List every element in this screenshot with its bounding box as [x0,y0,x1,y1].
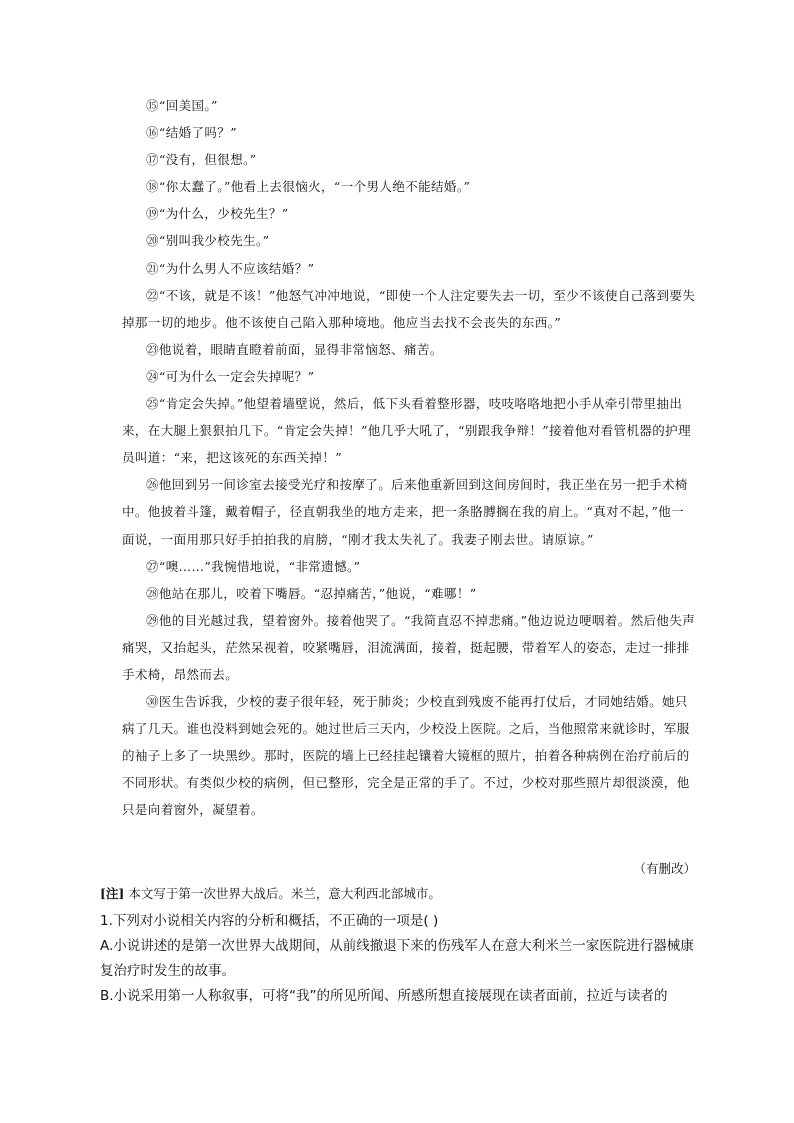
paragraph-23: ㉓他说着，眼睛直瞪着前面，显得非常恼怒、痛苦。 [146,341,443,357]
question-1 [100,909,700,1009]
paragraph-19: ⑲“为什么，少校先生？” [146,206,289,222]
paragraph-29: ㉙他的目光越过我，望着窗外。接着他哭了。“我简直忍不掉悲痛。”他边说边哽咽着。然后他失声痛哭，又抬起头，茫然呆视着，咬紧嘴唇，泪流满面，接着，挺起腰，带着军人的姿态，走过一排排手术椅，昂然而去。 [122,612,696,682]
story-text [122,92,696,824]
footnote-tag: [注] [100,886,125,901]
paragraph-30: ㉚医生告诉我，少校的妻子很年轻，死于肺炎；少校直到残废不能再打仗后，才同她结婚。她只病了几天。谁也没料到她会死的。她过世后三天内，少校没上医院。之后，当他照常来就诊时，军服的袖子上多了一块黑纱。那时，医院的墙上已经挂起镶着大镜框的照片，拍着各种病例在治疗前后的不同形状。有类似少校的病例，但已整形，完全是正常的手了。不过，少校对那些照片却很淡漠，他只是向着窗外，凝望着。 [122,694,690,818]
paragraph-16: ⑯“结婚了吗？” [146,125,237,141]
paragraph-22: ㉒“不该，就是不该！”他怒气冲冲地说，“即使一个人注定要失去一切，至少不该使自己落到要失掉那一切的地步。他不该使自己陷入那种境地。他应当去找不会丧失的东西。” [122,287,696,330]
paragraph-28: ㉘他站在那儿，咬着下嘴唇。“忍掉痛苦，”他说，“难哪！” [146,585,477,601]
paragraph-21: ㉑“为什么男人不应该结婚？” [146,260,315,276]
option-a: A.小说讲述的是第一次世界大战期间，从前线撤退下来的伤残军人在意大利米兰一家医院进行器械康复治疗时发生的故事。 [100,938,694,979]
option-b: B.小说采用第一人称叙事，可将“我”的所见所闻、所感所想直接展现在读者面前，拉近与读者的 [100,988,668,1004]
revision-credit: （有删改） [633,861,696,876]
footnote [100,883,696,905]
paragraph-27: ㉗“噢……”我惋惜地说，“非常遗憾。” [146,558,361,574]
paragraph-17: ⑰“没有，但很想。” [146,152,257,168]
paragraph-18: ⑱“你太蠢了。”他看上去很恼火，“一个男人绝不能结婚。” [146,179,471,195]
footnote-text: 本文写于第一次世界大战后。米兰，意大利西北部城市。 [128,886,441,901]
paragraph-26: ㉖他回到另一间诊室去接受光疗和按摩了。后来他重新回到这间房间时，我正坐在另一把手术椅中。他披着斗篷，戴着帽子，径直朝我坐的地方走来，把一条胳膊搁在我的肩上。“真对不起，”他一面说，一面用那只好手拍拍我的肩膀，“刚才我太失礼了。我妻子刚去世。请原谅。” [122,477,688,547]
paragraph-15: ⑮“回美国。” [146,98,218,113]
paragraph-25: ㉕“肯定会失掉。”他望着墙壁说，然后，低下头看着整形器，吱吱咯咯地把小手从牵引带里抽出来，在大腿上狠狠拍几下。“肯定会失掉！”他几乎大吼了，“别跟我争辩！”接着他对看管机器的护理员叫道：“来，把这该死的东西关掉！” [122,396,691,466]
question-stem: 1.下列对小说相关内容的分析和概括，不正确的一项是( ) [100,913,439,929]
paragraph-24: ㉔“可为什么一定会失掉呢？” [146,368,315,384]
paragraph-20: ⑳“别叫我少校先生。” [146,233,270,249]
